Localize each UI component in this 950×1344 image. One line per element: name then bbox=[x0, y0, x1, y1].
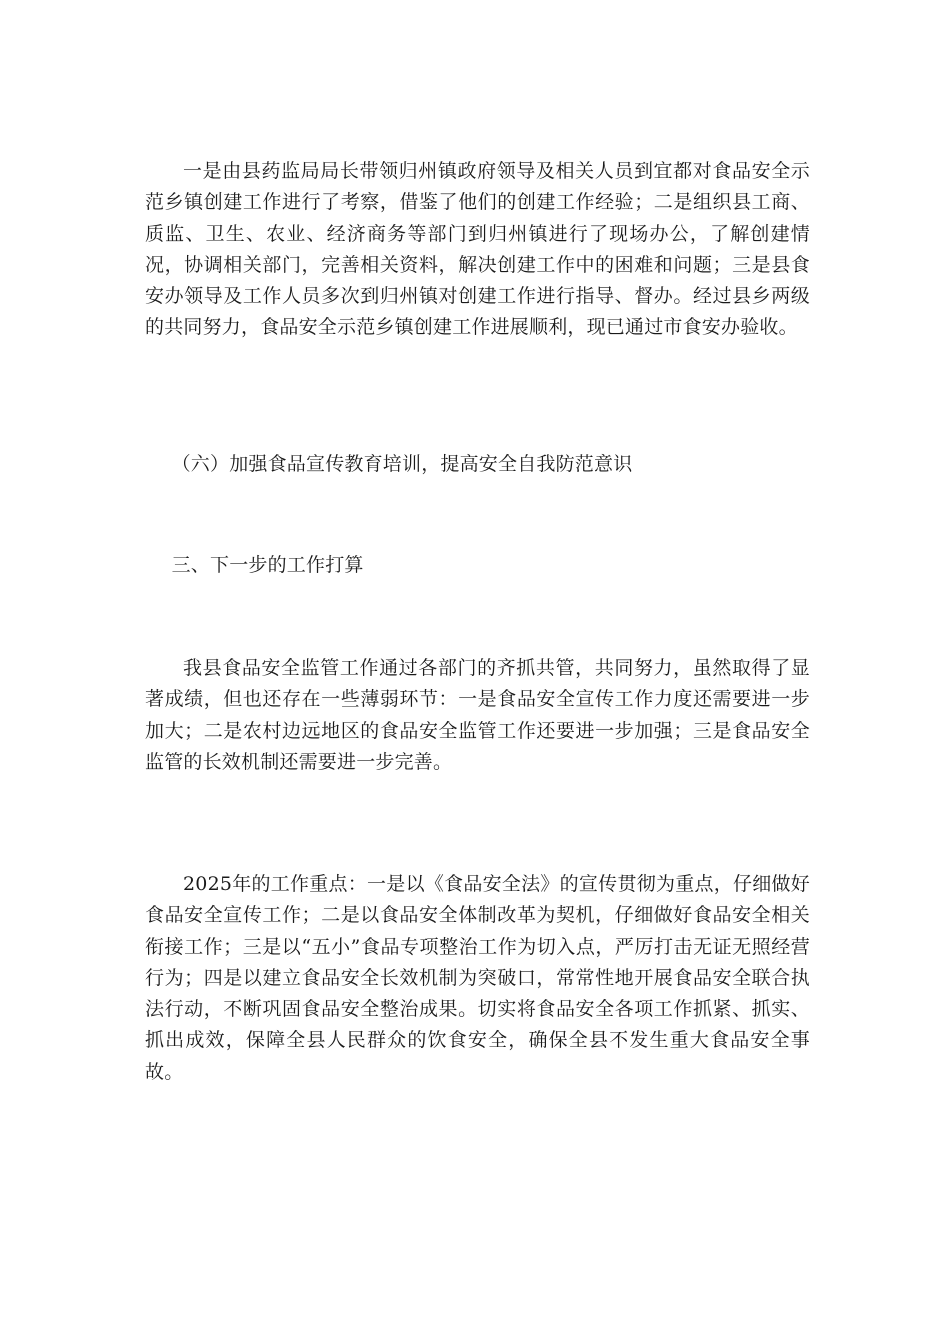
paragraph-2025-priorities: 2025年的工作重点：一是以《食品安全法》的宣传贯彻为重点，仔细做好食品安全宣传工作；二是以食品安全体制改革为契机，仔细做好食品安全相关衔接工作；三是以“五小”食品专项整治工作为切入点，严厉打击无证无照经营行为；四是以建立食品安全长效机制为突破口，常常性地开展食品安全联合执法行动，不断巩固食品安全整治成果。切实将食品安全各项工作抓紧、抓实、抓出成效，保障全县人民群众的饮食安全，确保全县不发生重大食品安全事故。 bbox=[145, 873, 810, 1083]
section-heading-six: （六）加强食品宣传教育培训，提高安全自我防范意识 bbox=[171, 453, 633, 475]
paragraph-weaknesses: 我县食品安全监管工作通过各部门的齐抓共管，共同努力，虽然取得了显著成绩，但也还存在一些薄弱环节：一是食品安全宣传工作力度还需要进一步加大；二是农村边远地区的食品安全监管工作还要进一步加强；三是食品安全监管的长效机制还需要进一步完善。 bbox=[145, 657, 810, 773]
paragraph-creation-work: 一是由县药监局局长带领归州镇政府领导及相关人员到宜都对食品安全示范乡镇创建工作进行了考察，借鉴了他们的创建工作经验；二是组织县工商、质监、卫生、农业、经济商务等部门到归州镇进行了现场办公，了解创建情况，协调相关部门，完善相关资料，解决创建工作中的困难和问题；三是县食安办领导及工作人员多次到归州镇对创建工作进行指导、督办。经过县乡两级的共同努力，食品安全示范乡镇创建工作进展顺利，现已通过市食安办验收。 bbox=[145, 160, 810, 339]
section-heading-next-steps: 三、下一步的工作打算 bbox=[171, 554, 364, 576]
